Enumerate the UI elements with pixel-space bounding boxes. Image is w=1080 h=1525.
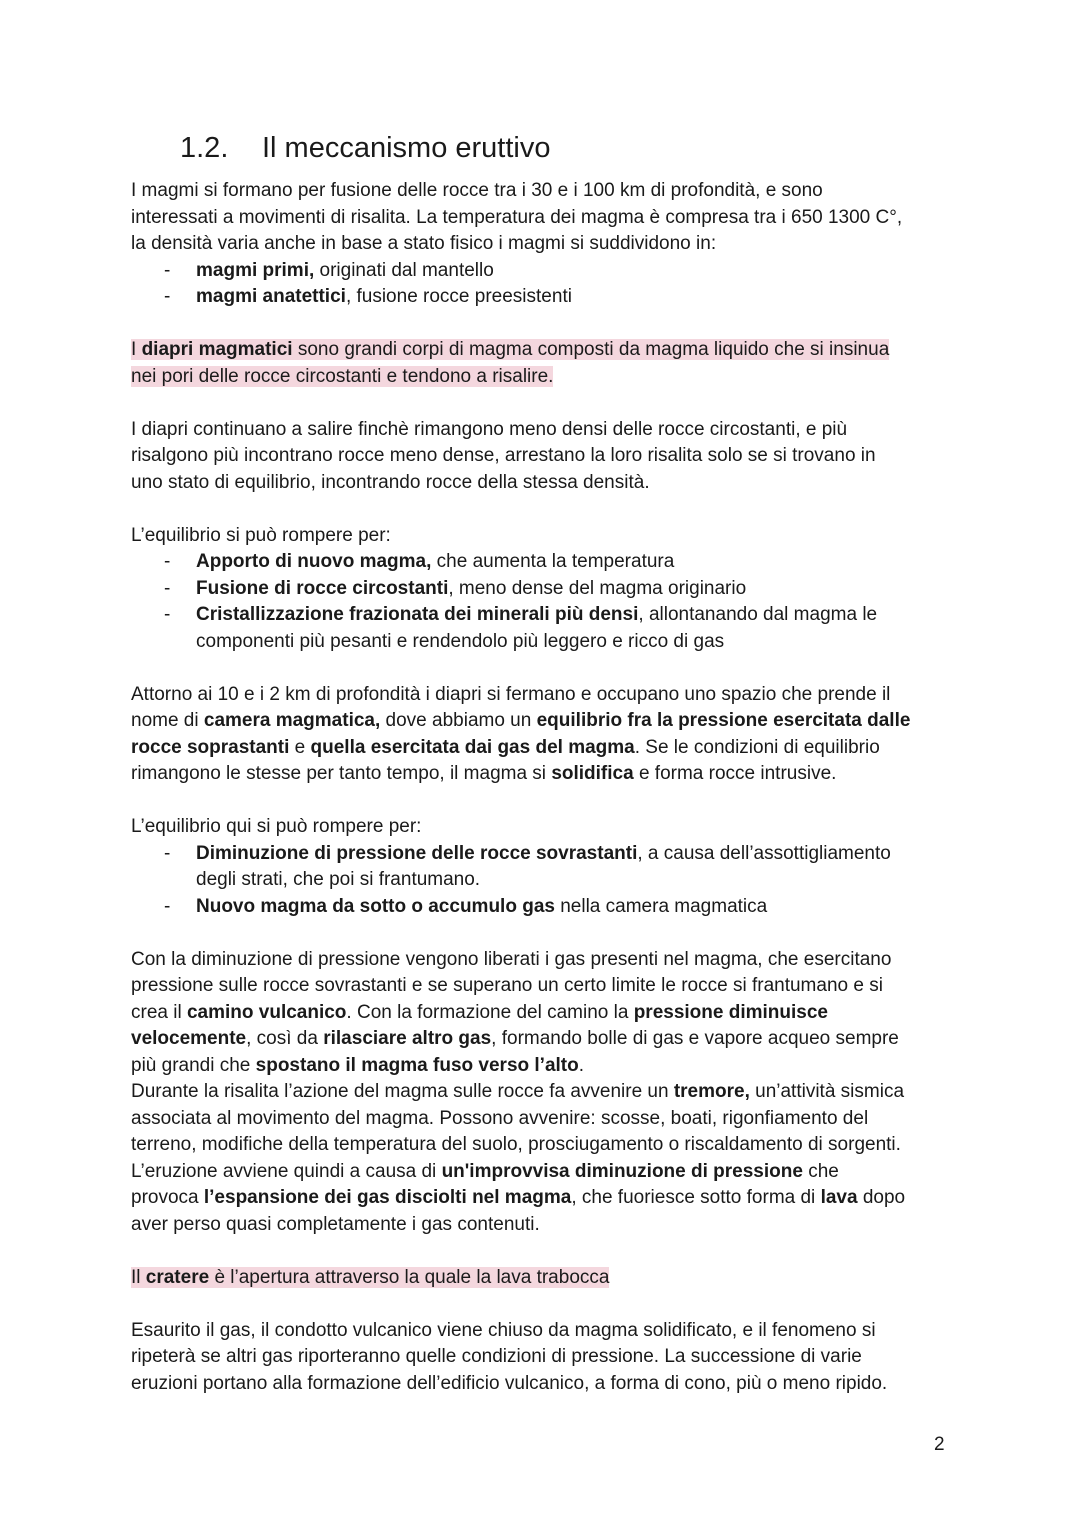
section-number: 1.2. [180,132,229,164]
text-line: I diapri magmatici sono grandi corpi di magma composti da magma liquido che si insinua [131,339,890,360]
paragraph-diapri-risalita [131,417,961,497]
section-heading [180,128,551,168]
equilibrio-causes-list [131,549,961,655]
text-line: più grandi che spostano il magma fuso verso l’alto. [131,1054,585,1076]
paragraph-equilibrio-rottura [131,523,961,656]
text-line: uno stato di equilibrio, incontrando rocce della stessa densità. [131,471,650,493]
document-body [131,178,961,1397]
paragraph-edificio-vulcanico [131,1318,961,1398]
text-line: risalgono più incontrano rocce meno dense, arrestano la loro risalita solo se si trovano in [131,445,876,466]
list-item: - magmi primi, originati dal mantello [131,258,961,285]
text-line: nome di camera magmatica, dove abbiamo un equilibrio fra la pressione esercitata dalle [131,710,911,731]
text-line: L’eruzione avviene quindi a causa di un'improvvisa diminuzione di pressione che [131,1160,839,1182]
text-line: velocemente, così da rilasciare altro gas, formando bolle di gas e vapore acqueo sempre [131,1028,899,1049]
text-line: crea il camino vulcanico. Con la formazione del camino la pressione diminuisce [131,1001,828,1023]
text-line: la densità varia anche in base a stato fisico i magmi si suddividono in: [131,233,717,254]
paragraph-magmi-intro [131,178,961,258]
text-line: L’equilibrio si può rompere per: [131,524,391,546]
text-line: provoca l’espansione dei gas disciolti nel magma, che fuoriesce sotto forma di lava dopo [131,1187,906,1208]
list-item: - Apporto di nuovo magma, che aumenta la temperatura [131,549,961,576]
paragraph-equilibrio-camera [131,814,961,920]
page-number: 2 [934,1434,945,1455]
paragraph-camera-magmatica [131,682,961,788]
text-line: Esaurito il gas, il condotto vulcanico viene chiuso da magma solidificato, e il fenomeno si [131,1319,876,1341]
text-line: pressione sulle rocce sovrastanti e se superano un certo limite le rocce si frantumano e si [131,975,883,996]
highlight-diapri-definition [131,337,961,390]
text-line: I diapri continuano a salire finchè rimangono meno densi delle rocce circostanti, e più [131,418,848,440]
paragraph-eruzione [131,947,961,1239]
text-line: eruzioni portano alla formazione dell’edificio vulcanico, a forma di cono, più o meno ripido. [131,1372,888,1394]
text-line: associata al movimento del magma. Possono avvenire: scosse, boati, rigonfiamento del [131,1107,869,1129]
text-line: Con la diminuzione di pressione vengono liberati i gas presenti nel magma, che esercitano [131,948,892,970]
list-item: - Cristallizzazione frazionata dei minerali più densi, allontanando dal magma le componenti più pesanti e rendendolo più leggero e ricco di gas [131,602,961,655]
text-line: ripeterà se altri gas riporteranno quelle condizioni di pressione. La successione di varie [131,1346,862,1367]
text-line: Durante la risalita l’azione del magma sulle rocce fa avvenire un tremore, un’attività sismica [131,1081,905,1102]
list-item: - Diminuzione di pressione delle rocce sovrastanti, a causa dell’assottigliamento degli strati, che poi si frantumano. [131,841,961,894]
camera-causes-list [131,841,961,921]
text-line: nei pori delle rocce circostanti e tendono a risalire. [131,365,554,387]
section-title: Il meccanismo eruttivo [262,132,551,164]
text-line: rimangono le stesse per tanto tempo, il magma si solidifica e forma rocce intrusive. [131,763,837,784]
text-line: L’equilibrio qui si può rompere per: [131,816,422,837]
text-line: interessati a movimenti di risalita. La temperatura dei magma è compresa tra i 650 1300 C°, [131,206,903,228]
text-line: rocce soprastanti e quella esercitata dai gas del magma. Se le condizioni di equilibrio [131,736,880,758]
text-line: I magmi si formano per fusione delle rocce tra i 30 e i 100 km di profondità, e sono [131,180,823,201]
list-item: - Nuovo magma da sotto o accumulo gas nella camera magmatica [131,894,961,921]
list-item: - Fusione di rocce circostanti, meno dense del magma originario [131,576,961,603]
text-line: terreno, modifiche della temperatura del suolo, prosciugamento o riscaldamento di sorgenti. [131,1134,901,1155]
text-line: Attorno ai 10 e i 2 km di profondità i diapri si fermano e occupano uno spazio che prende il [131,683,891,705]
text-line: Il cratere è l’apertura attraverso la quale la lava trabocca [131,1266,610,1288]
magmi-types-list [131,258,961,311]
highlight-cratere-definition [131,1265,961,1292]
text-line: aver perso quasi completamente i gas contenuti. [131,1213,540,1235]
list-item: - magmi anatettici, fusione rocce preesistenti [131,284,961,311]
